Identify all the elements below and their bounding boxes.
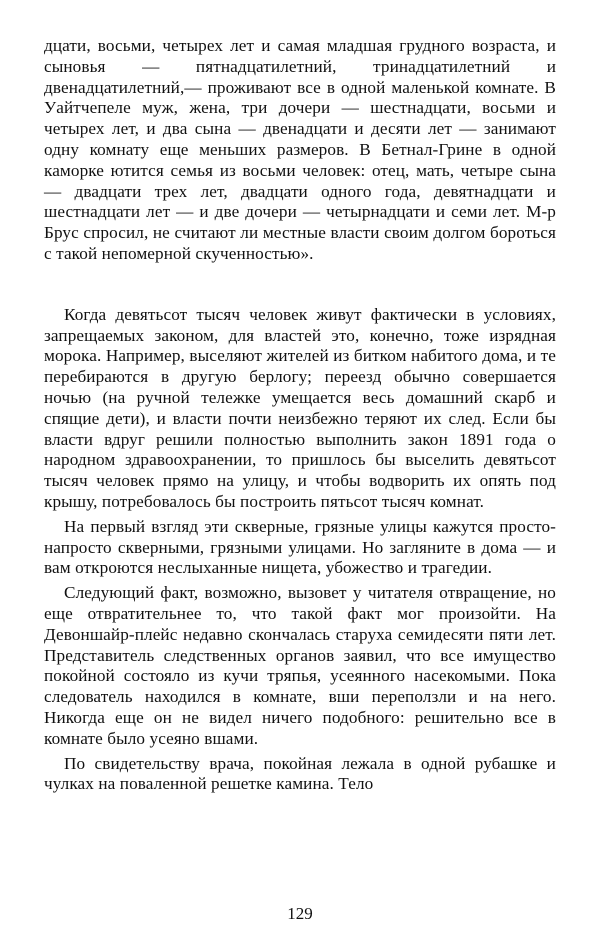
section-gap xyxy=(44,265,556,305)
main-text-block xyxy=(44,305,556,795)
quote-block xyxy=(44,36,556,265)
page-number: 129 xyxy=(287,904,313,923)
quote-paragraph: дцати, восьми, четырех лет и самая младшая грудного возраста, и сыновья — пятнадцатилетний, тринадцатилетний и двенадцатилетний,— проживают все в одной маленькой комнате. В Уайтчепеле муж, жена, три дочери — шестнадцати, восьми и четырех лет, и два сына — двенадцати и десяти лет — занимают одну комнату еще меньших размеров. В Бетнал-Грине в одной каморке ютится семья из восьми человек: отец, мать, четыре сына — двадцати трех лет, двадцати одного года, девятнадцати и шестнадцати лет — и две дочери — четырнадцати и семи лет. М-р Брус спросил, не считают ли местные власти своим долгом бороться с такой непомерной скученностью». xyxy=(44,36,556,263)
paragraph-2: На первый взгляд эти скверные, грязные улицы кажутся просто-напросто скверными, грязными улицами. Но загляните в дома — и вам откроются неслыханные нищета, убожество и трагедии. xyxy=(44,516,556,578)
paragraph-1: Когда девятьсот тысяч человек живут фактически в условиях, запрещаемых законом, для властей это, конечно, тоже изрядная морока. Например, выселяют жителей из битком набитого дома, и те перебираются в другую берлогу; переезд обычно совершается ночью (на ручной тележке умещается весь домашний скарб и спящие дети), и власти почти неизбежно теряют их след. Если бы власти вдруг решили полностью выполнить закон 1891 года о народном здравоохранении, то пришлось бы выселить девятьсот тысяч человек прямо на улицу, и чтобы водворить их опять под крышу, потребовалось бы построить пятьсот тысяч комнат. xyxy=(44,304,556,511)
paragraph-4: По свидетельству врача, покойная лежала в одной рубашке и чулках на поваленной решетке камина. Тело xyxy=(44,753,556,794)
paragraph-3: Следующий факт, возможно, вызовет у читателя отвращение, но еще отвратительнее то, что такой факт мог произойти. На Девоншайр-плейс недавно скончалась старуха семидесяти пяти лет. Представитель следственных органов заявил, что все имущество покойной состояло из кучи тряпья, усеянного насекомыми. Пока следователь находился в комнате, вши переползли и на него. Никогда еще он не видел ничего подобного: решительно все в комнате было усеяно вшами. xyxy=(44,583,556,748)
book-page xyxy=(44,36,556,916)
